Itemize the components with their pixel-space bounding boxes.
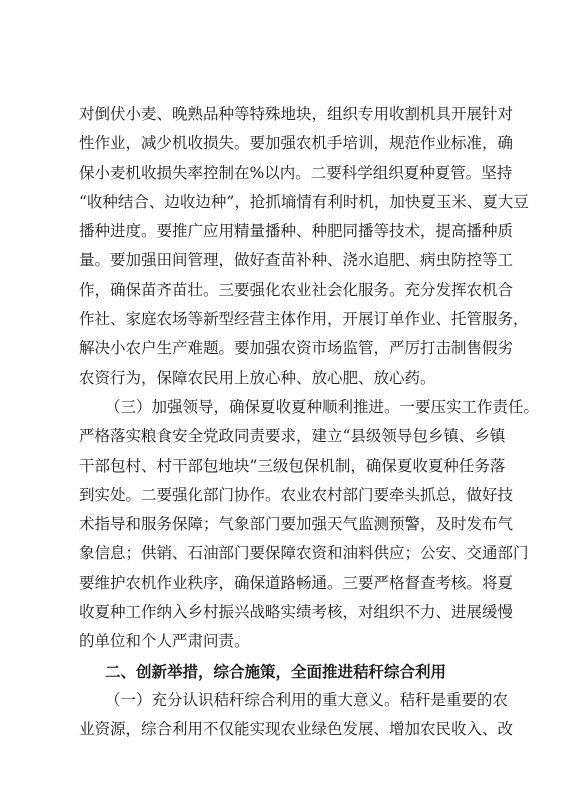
body-text: [79, 100, 540, 745]
paragraph-line: 播种进度。要推广应用精量播种、种肥同播等技术，提高播种质: [79, 222, 514, 241]
paragraph-line: 的单位和个人严肃问责。: [79, 632, 250, 651]
paragraph-line: 作，确保苗齐苗壮。三要强化农业社会化服务。充分发挥农机合: [79, 280, 514, 299]
paragraph-line: 农资行为，保障农民用上放心种、放心肥、放心药。: [79, 368, 436, 387]
section-heading: 二、创新举措，综合施策，全面推进秸秆综合利用: [105, 661, 447, 681]
paragraph-line: 保小麦机收损失率控制在%以内。二要科学组织夏种夏管。坚持: [79, 163, 513, 182]
paragraph-line: 象信息；供销、石油部门要保障农资和油料供应；公安、交通部门: [79, 544, 529, 563]
paragraph-line: 到实处。二要强化部门协作。农业农村部门要牵头抓总，做好技: [79, 485, 514, 504]
paragraph-line: 严格落实粮食安全党政同责要求，建立“县级领导包乡镇、乡镇: [79, 427, 506, 446]
paragraph-line: 要维护农机作业秩序，确保道路畅通。三要严格督查考核。将夏: [79, 573, 514, 592]
paragraph-line: 作社、家庭农场等新型经营主体作用，开展订单作业、托管服务，: [79, 310, 529, 329]
paragraph-line: （一）充分认识秸秆综合利用的重大意义。秸秆是重要的农: [105, 690, 509, 709]
paragraph-line: 干部包村、村干部包地块”三级包保机制，确保夏收夏种任务落: [79, 456, 506, 475]
paragraph-line: 量。要加强田间管理，做好查苗补种、浇水追肥、病虫防控等工: [79, 251, 514, 270]
paragraph-line: 术指导和服务保障；气象部门要加强天气监测预警，及时发布气: [79, 515, 514, 534]
paragraph-line: 业资源，综合利用不仅能实现农业绿色发展、增加农民收入、改: [79, 720, 514, 739]
paragraph-line: 性作业，减少机收损失。要加强农机手培训，规范作业标准，确: [79, 134, 514, 153]
paragraph-line: 对倒伏小麦、晚熟品种等特殊地块，组织专用收割机具开展针对: [79, 105, 514, 123]
paragraph-line: （三）加强领导，确保夏收夏种顺利推进。一要压实工作责任。: [105, 397, 540, 416]
paragraph-line: 解决小农户生产难题。要加强农资市场监管，严厉打击制售假劣: [79, 339, 514, 358]
paragraph-line: 收夏种工作纳入乡村振兴战略实绩考核，对组织不力、进展缓慢: [79, 603, 514, 622]
paragraph-line: “收种结合、边收边种”，抢抓墒情有利时机，加快夏玉米、夏大豆: [79, 192, 529, 211]
